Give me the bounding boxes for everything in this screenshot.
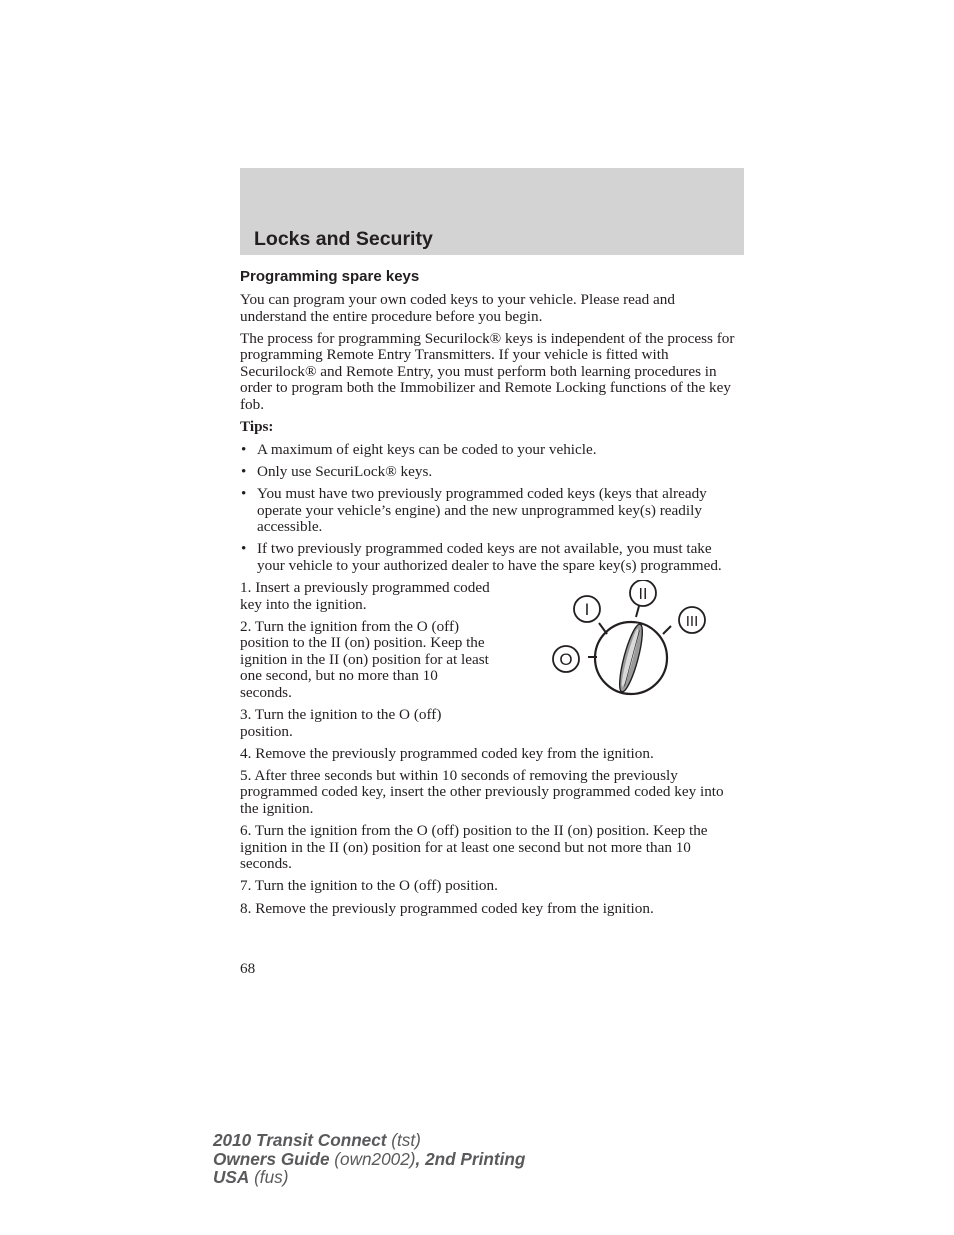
footer-guide-code: (own2002): [329, 1148, 416, 1169]
tip-text: You must have two previously programmed coded keys (keys that already operate your vehicle’s engine) and the new unprogrammed key(s) readily accessible.: [257, 484, 707, 536]
step-6: 6. Turn the ignition from the O (off) position to the II (on) position. Keep the ignition in the II (on) position for at least one second but not more than 10 seconds.: [240, 822, 708, 873]
tip-item: [240, 541, 740, 574]
footer-printing: , 2nd Printing: [415, 1148, 526, 1169]
position-ii-marker: [630, 580, 656, 606]
position-i-marker: [574, 596, 600, 622]
tips-list: [240, 442, 740, 575]
step-2: 2. Turn the ignition from the O (off) position to the II (on) position. Keep the ignition in the II (on) position for at least one second, but no more than 10 seconds.: [240, 617, 489, 701]
page-content: [240, 268, 740, 923]
step-7: 7. Turn the ignition to the O (off) position.: [240, 877, 498, 895]
footer-model-code: (tst): [386, 1130, 421, 1150]
steps-with-figure: [240, 580, 740, 740]
bullet-icon: •: [241, 462, 247, 480]
bullet-icon: •: [241, 484, 247, 502]
page-number: 68: [240, 960, 256, 977]
tip-item: [240, 464, 740, 481]
position-i-label: I: [584, 599, 590, 619]
footer-model: 2010 Transit Connect: [213, 1130, 387, 1150]
ignition-switch-icon: [551, 580, 711, 705]
tip-text: If two previously programmed coded keys are not available, you must take your vehicle to your authorized dealer to have the spare key(s) programmed.: [257, 540, 722, 574]
ignition-diagram: [551, 580, 711, 705]
tip-text: A maximum of eight keys can be coded to your vehicle.: [257, 440, 597, 458]
footer-guide: Owners Guide: [213, 1148, 330, 1169]
intro-paragraph: You can program your own coded keys to your vehicle. Please read and understand the entire procedure before you begin.: [240, 291, 675, 325]
bullet-icon: •: [241, 440, 247, 458]
step-1: 1. Insert a previously programmed coded key into the ignition.: [240, 578, 490, 613]
footer-line-2: [213, 1150, 525, 1169]
position-o-marker: [553, 646, 579, 672]
securilock-paragraph: The process for programming Securilock® keys is independent of the process for programming Remote Entry Transmitters. If your vehicle is fitted with Securilock® and Remote Entry, you must perform both learning procedures in order to program both the Immobilizer and Remote Locking functions of the key fob.: [240, 329, 735, 414]
document-footer: [213, 1131, 525, 1187]
position-ii-label: II: [638, 585, 648, 603]
tip-item: [240, 486, 740, 536]
subheading: Programming spare keys: [240, 268, 420, 285]
position-iii-label: III: [685, 612, 699, 630]
footer-line-3: [213, 1168, 525, 1187]
position-iii-marker: [679, 607, 705, 633]
footer-market-code: (fus): [249, 1167, 289, 1187]
footer-line-1: [213, 1131, 525, 1150]
tip-item: [240, 442, 740, 459]
tip-text: Only use SecuriLock® keys.: [257, 462, 433, 480]
step-8: 8. Remove the previously programmed coded key from the ignition.: [240, 899, 654, 917]
bullet-icon: •: [241, 540, 247, 558]
section-title: Locks and Security: [254, 228, 433, 250]
footer-market: USA: [213, 1167, 250, 1187]
step-4: 4. Remove the previously programmed coded key from the ignition.: [240, 744, 654, 762]
tips-label: Tips:: [240, 418, 274, 436]
step-3: 3. Turn the ignition to the O (off) position.: [240, 706, 442, 740]
position-o-label: O: [559, 649, 573, 669]
step-5: 5. After three seconds but within 10 seconds of removing the previously programmed coded key, insert the other previously programmed coded key into the ignition.: [240, 766, 724, 818]
